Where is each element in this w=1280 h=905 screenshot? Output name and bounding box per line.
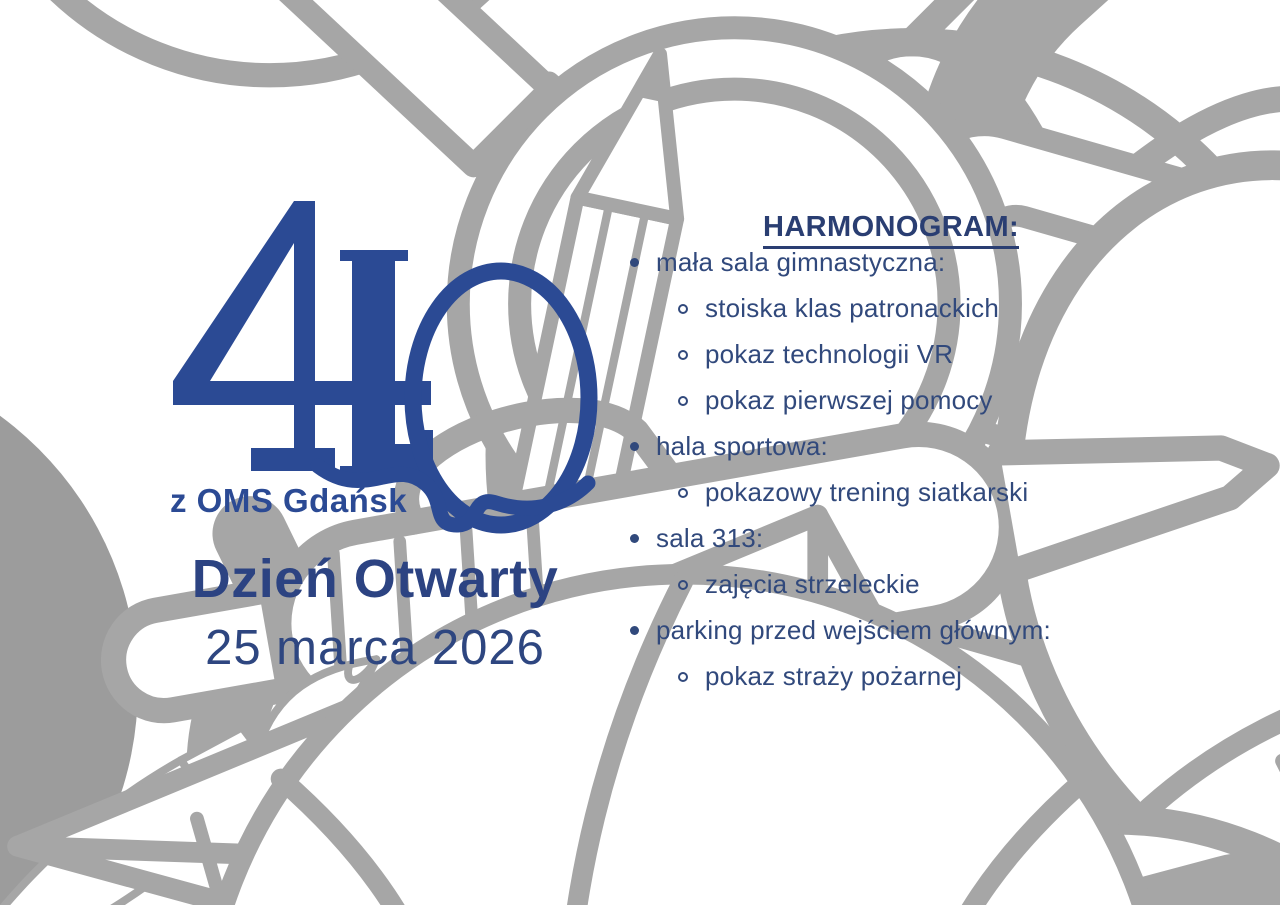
schedule-subitem-label: pokazowy trening siatkarski xyxy=(705,477,1029,507)
schedule-item-label: parking przed wejściem głównym: xyxy=(656,615,1051,645)
bullet-circle-icon xyxy=(678,580,688,590)
schedule-item xyxy=(630,431,1070,462)
logo-letter-o-glyph xyxy=(413,271,589,525)
bullet-disc-icon xyxy=(630,534,639,543)
doodle-border: 12 1 2 3 4 5 6 7 8 9 10 11 xyxy=(0,0,1280,905)
schedule-item xyxy=(630,247,1070,278)
bullet-circle-icon xyxy=(678,396,688,406)
event-title: Dzień Otwarty xyxy=(191,549,559,609)
schedule-subitem xyxy=(630,477,1070,508)
logo-subtitle: z OMS Gdańsk xyxy=(170,482,408,519)
schedule-list xyxy=(630,247,1070,707)
event-date: 25 marca 2026 xyxy=(205,621,545,675)
schedule-subitem-label: zajęcia strzeleckie xyxy=(705,569,920,599)
schedule-subitem xyxy=(630,661,1070,692)
bullet-circle-icon xyxy=(678,488,688,498)
bullet-disc-icon xyxy=(630,258,639,267)
schedule-subitem xyxy=(630,385,1070,416)
bullet-disc-icon xyxy=(630,442,639,451)
bullet-circle-icon xyxy=(678,304,688,314)
schedule-subitem xyxy=(630,569,1070,600)
schedule-subitem-label: pokaz pierwszej pomocy xyxy=(705,385,993,415)
schedule-subitem xyxy=(630,293,1070,324)
schedule-item xyxy=(630,615,1070,646)
schedule-item-label: sala 313: xyxy=(656,523,764,553)
schedule-item-label: mała sala gimnastyczna: xyxy=(656,247,946,277)
schedule-item xyxy=(630,523,1070,554)
schedule-subitem xyxy=(630,339,1070,370)
schedule-item-label: hala sportowa: xyxy=(656,431,828,461)
bullet-circle-icon xyxy=(678,350,688,360)
schedule-heading: HARMONOGRAM: xyxy=(763,211,1019,249)
schedule-subitem-label: pokaz technologii VR xyxy=(705,339,954,369)
schedule-subitem-label: pokaz straży pożarnej xyxy=(705,661,963,691)
bullet-disc-icon xyxy=(630,626,639,635)
bullet-circle-icon xyxy=(678,672,688,682)
schedule-subitem-label: stoiska klas patronackich xyxy=(705,293,1000,323)
